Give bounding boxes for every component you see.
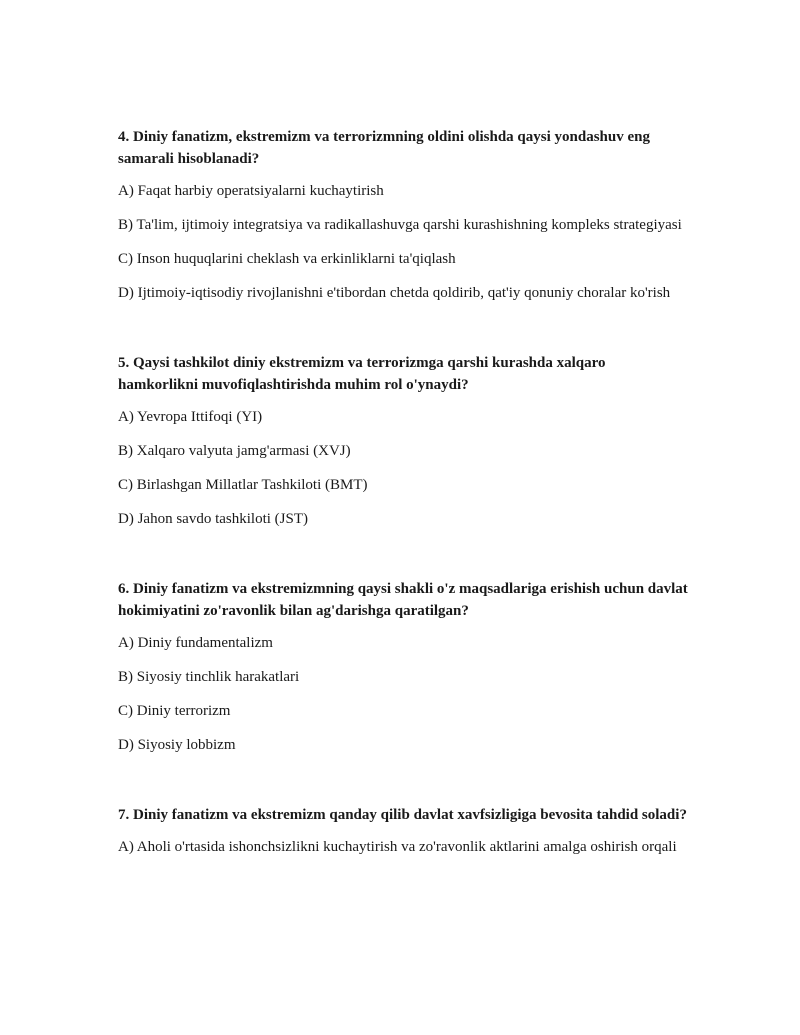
answer-option: D) Ijtimoiy-iqtisodiy rivojlanishni e'tibordan chetda qoldirib, qat'iy qonuniy choralar ko'rish: [118, 285, 671, 301]
answer-option: C) Inson huquqlarini cheklash va erkinliklarni ta'qiqlash: [118, 251, 456, 267]
question-block: [118, 804, 688, 857]
answer-option: A) Aholi o'rtasida ishonchsizlikni kuchaytirish va zo'ravonlik aktlarini amalga oshirish orqali: [118, 839, 677, 855]
question-block: [118, 126, 688, 303]
answer-option: D) Siyosiy lobbizm: [118, 737, 236, 753]
quiz-content: [118, 126, 688, 871]
answer-option: A) Faqat harbiy operatsiyalarni kuchaytirish: [118, 183, 384, 199]
answer-option: B) Xalqaro valyuta jamg'armasi (XVJ): [118, 443, 351, 459]
answer-option: A) Diniy fundamentalizm: [118, 635, 273, 651]
question-block: [118, 352, 688, 529]
question-text: 6. Diniy fanatizm va ekstremizmning qaysi shakli o'z maqsadlariga erishish uchun davlat hokimiyatini zo'ravonlik bilan ag'darishga qaratilgan?: [118, 581, 688, 619]
question-text: 7. Diniy fanatizm va ekstremizm qanday qilib davlat xavfsizligiga bevosita tahdid soladi?: [118, 807, 687, 823]
answer-option: C) Birlashgan Millatlar Tashkiloti (BMT): [118, 477, 368, 493]
answer-option: D) Jahon savdo tashkiloti (JST): [118, 511, 308, 527]
answer-option: A) Yevropa Ittifoqi (YI): [118, 409, 263, 425]
question-block: [118, 578, 688, 755]
answer-option: B) Siyosiy tinchlik harakatlari: [118, 669, 300, 685]
answer-option: C) Diniy terrorizm: [118, 703, 231, 719]
question-text: 4. Diniy fanatizm, ekstremizm va terrorizmning oldini olishda qaysi yondashuv eng samarali hisoblanadi?: [118, 129, 650, 167]
answer-option: B) Ta'lim, ijtimoiy integratsiya va radikallashuvga qarshi kurashishning kompleks strategiyasi: [118, 217, 682, 233]
question-text: 5. Qaysi tashkilot diniy ekstremizm va terrorizmga qarshi kurashda xalqaro hamkorlikni muvofiqlashtirishda muhim rol o'ynaydi?: [118, 355, 606, 393]
